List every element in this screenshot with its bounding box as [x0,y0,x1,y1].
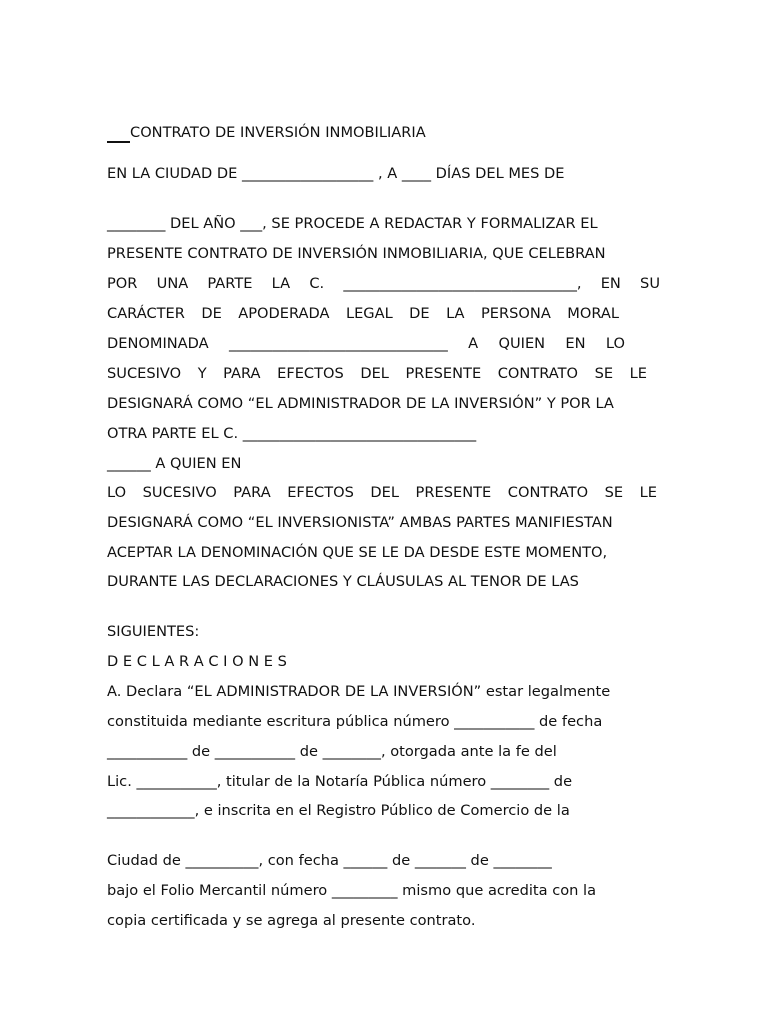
paragraph-line: SUCESIVO Y PARA EFECTOS DEL PRESENTE CONTRATO SE LE [107,365,647,382]
paragraph-line: ____________, e inscrita en el Registro Público de Comercio de la [107,802,570,819]
title-underline-mark [107,141,130,143]
paragraph-line: Ciudad de __________, con fecha ______ de _______ de ________ [107,852,552,869]
paragraph-line: EN LA CIUDAD DE __________________ , A ____ DÍAS DEL MES DE [107,165,565,182]
document-heading [107,123,660,147]
paragraph-line: bajo el Folio Mercantil número _________ mismo que acredita con la [107,882,597,899]
paragraph-line: ACEPTAR LA DENOMINACIÓN QUE SE LE DA DESDE ESTE MOMENTO, [107,544,608,561]
document-title: CONTRATO DE INVERSIÓN INMOBILIARIA [130,124,426,141]
paragraph-line: LO SUCESIVO PARA EFECTOS DEL PRESENTE CONTRATO SE LE [107,484,657,501]
paragraph-line: DESIGNARÁ COMO “EL INVERSIONISTA” AMBAS PARTES MANIFIESTAN [107,514,613,531]
section-heading: D E C L A R A C I O N E S [107,653,287,670]
paragraph-line: CARÁCTER DE APODERADA LEGAL DE LA PERSONA MORAL [107,305,619,322]
paragraph-line: Lic. ___________, titular de la Notaría Pública número ________ de [107,773,573,790]
paragraph-line: OTRA PARTE EL C. ________________________________ [107,425,477,442]
paragraph-line: DENOMINADA ______________________________ A QUIEN EN LO [107,335,625,352]
paragraph-line: ________ DEL AÑO ___, SE PROCEDE A REDACTAR Y FORMALIZAR EL [107,215,598,232]
paragraph-line: POR UNA PARTE LA C. ________________________________, EN SU [107,275,660,292]
paragraph-line: ______ A QUIEN EN [107,455,242,472]
paragraph-line: A. Declara “EL ADMINISTRADOR DE LA INVERSIÓN” estar legalmente [107,683,611,700]
paragraph-line: PRESENTE CONTRATO DE INVERSIÓN INMOBILIARIA, QUE CELEBRAN [107,245,606,262]
paragraph-line: constituida mediante escritura pública número ___________ de fecha [107,713,603,730]
paragraph-line: DURANTE LAS DECLARACIONES Y CLÁUSULAS AL TENOR DE LAS [107,573,579,590]
paragraph-line: ___________ de ___________ de ________, otorgada ante la fe del [107,743,557,760]
paragraph-line: DESIGNARÁ COMO “EL ADMINISTRADOR DE LA INVERSIÓN” Y POR LA [107,395,614,412]
paragraph-line: copia certificada y se agrega al presente contrato. [107,912,476,929]
paragraph-line: SIGUIENTES: [107,623,200,640]
